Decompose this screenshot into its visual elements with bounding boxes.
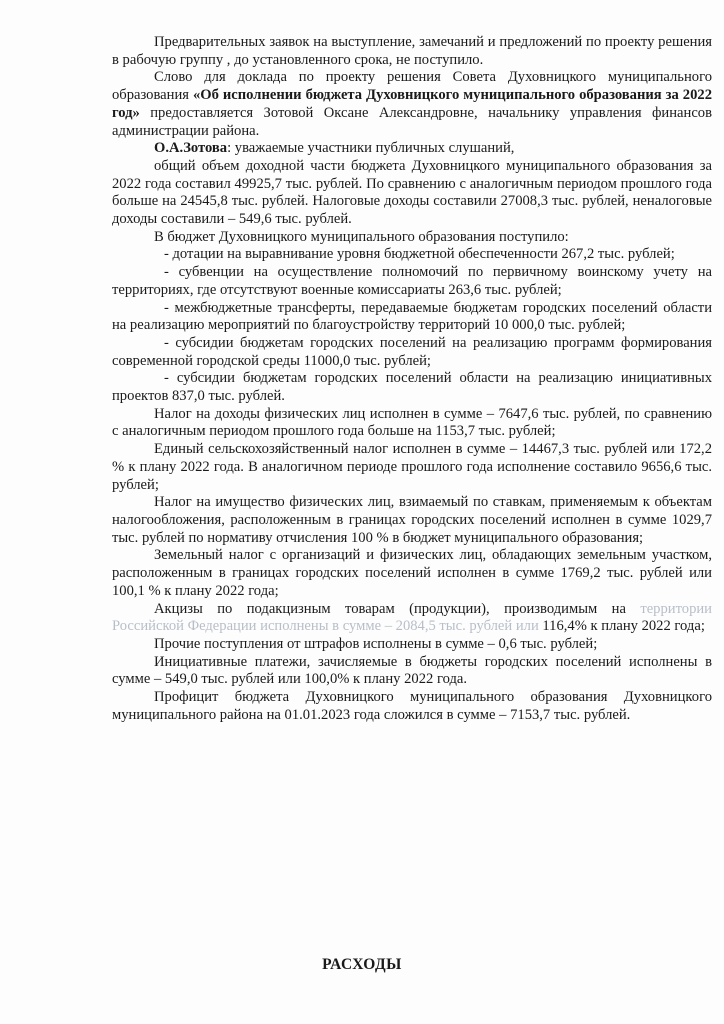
report-title: «Об исполнении бюджета Духовницкого муниципального образования за 2022 год» <box>112 87 712 121</box>
intro-text: Слово для доклада по проекту решения Совета Духовницкого муниципального образования <box>112 69 712 104</box>
paragraph-address <box>112 140 712 158</box>
document-body <box>112 34 712 724</box>
list-item-subventions: - субвенции на осуществление полномочий по первичному воинскому учету на территориях, где отсутствуют военные комиссариаты 263,6 тыс. рублей; <box>112 264 712 298</box>
paragraph-income-tax: Налог на доходы физических лиц исполнен в сумме – 7647,6 тыс. рублей, по сравнению с аналогичным периодом прошлого года больше на 1153,7 тыс. рублей; <box>112 405 712 440</box>
excise-text-faded: территории Российской Федерации исполнены в сумме – 2084,5 тыс. рублей или <box>112 600 712 635</box>
paragraph-initiative-payments: Инициативные платежи, зачисляемые в бюджеты городских поселений исполнены в сумме – 549,0 тыс. рублей или 100,0% к плану 2022 года. <box>112 653 712 688</box>
speaker-name: О.А.Зотова <box>154 140 228 157</box>
paragraph-no-proposals: Предварительных заявок на выступление, замечаний и предложений по проекту решения в рабочую группу , до установленного срока, не поступило. <box>112 34 712 68</box>
paragraph-surplus: Профицит бюджета Духовницкого муниципального образования Духовницкого муниципального района на 01.01.2023 года сложился в сумме – 7153,7 тыс. рублей. <box>112 689 712 723</box>
list-item-urban-environment: - субсидии бюджетам городских поселений на реализацию программ формирования современной городской среды 11000,0 тыс. рублей; <box>112 334 712 369</box>
list-item-initiative-projects: - субсидии бюджетам городских поселений области на реализацию инициативных проектов 837,0 тыс. рублей. <box>112 370 712 405</box>
paragraph-speaker-intro <box>112 69 712 140</box>
address-text: : уважаемые участники публичных слушаний, <box>227 140 515 157</box>
excise-text-end: 116,4% к плану 2022 года; <box>538 618 705 635</box>
paragraph-property-tax: Налог на имущество физических лиц, взимаемый по ставкам, применяемым к объектам налогообложения, расположенным в границах городских поселений исполнен в сумме 1029,7 тыс. рублей по нормативу отчисления 100 % в бюджет муниципального образования; <box>112 494 712 546</box>
paragraph-fines: Прочие поступления от штрафов исполнены в сумме – 0,6 тыс. рублей; <box>154 635 598 652</box>
paragraph-agricultural-tax: Единый сельскохозяйственный налог исполнен в сумме – 14467,3 тыс. рублей или 172,2 % к плану 2022 года. В аналогичном периоде прошлого года исполнение составило 9656,6 тыс. рублей; <box>112 441 712 493</box>
list-item-transfers: - межбюджетные трансферты, передаваемые бюджетам городских поселений области на реализацию мероприятий по благоустройству территорий 10 000,0 тыс. рублей; <box>112 299 712 334</box>
paragraph-received-intro: В бюджет Духовницкого муниципального образования поступило: <box>154 228 569 245</box>
paragraph-excise <box>112 601 712 636</box>
list-item-dotations: - дотации на выравнивание уровня бюджетной обеспеченности 267,2 тыс. рублей; <box>164 246 675 263</box>
paragraph-total-income: общий объем доходной части бюджета Духовницкого муниципального образования за 2022 года составил 49925,7 тыс. рублей. По сравнению с аналогичным периодом прошлого года больше на 24545,8 тыс. рублей. Налоговые доходы составили 27008,3 тыс. рублей, неналоговые доходы составили – 549,6 тыс. рублей. <box>112 157 712 228</box>
section-heading: РАСХОДЫ <box>322 956 402 973</box>
paragraph-land-tax: Земельный налог с организаций и физических лиц, обладающих земельным участком, расположенным в границах городских поселений исполнен в сумме 1769,2 тыс. рублей или 100,1 % к плану 2022 года; <box>112 547 712 599</box>
excise-text: Акцизы по подакцизным товарам (продукции), производимым на <box>154 600 641 617</box>
intro-text-end: предоставляется Зотовой Оксане Александровне, начальнику управления финансов администрации района. <box>112 104 712 139</box>
